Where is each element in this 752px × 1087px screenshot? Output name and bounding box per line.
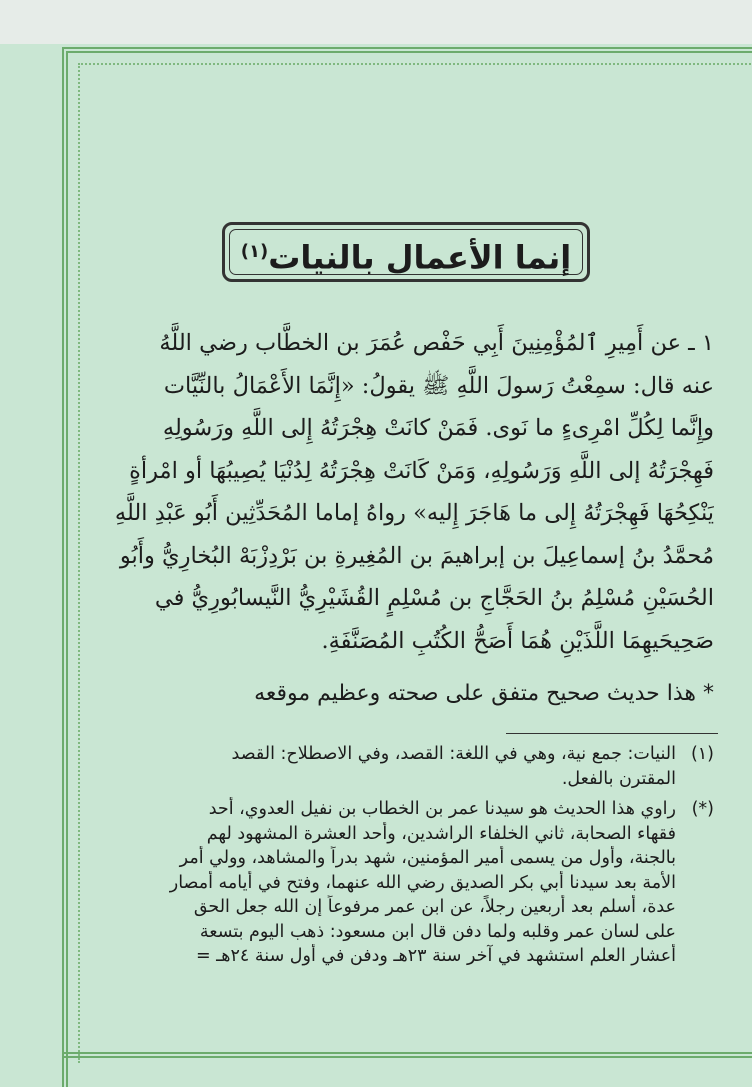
footnote-marker: (١) <box>690 744 714 764</box>
page-top-margin <box>0 0 752 44</box>
title-footnote-ref: (١) <box>240 241 269 262</box>
hadith-note: * هذا حديث صحيح متفق على صحته وعظيم موقعه <box>254 681 714 706</box>
footnote-line: الأمة بعد سيدنا أبي بكر الصديق رضي الله عنهما، وفتح في أيامه أمصار <box>169 872 676 893</box>
hadith-line: مُحمَّدُ بنُ إسماعِيلَ بن إبراهيمَ بن المُغِيرةِ بن بَرْدِزْبَهْ البُخارِيُّ وأَبُو <box>119 542 714 569</box>
hadith-line: عنه قال: سمِعْتُ رَسولَ اللَّهِ ﷺ يقولُ: «إِنَّمَا الأَعْمَالُ بالنِّيَّات <box>163 372 714 399</box>
hadith-line: ١ ـ عن أَمِيرِ ٱلمُؤْمِنِينَ أَبِي حَفْص عُمَرَ بن الخطَّاب رضي اللَّهُ <box>159 330 714 356</box>
hadith-line: فَهِجْرَتُهُ إلى اللَّهِ وَرَسُولِهِ، وَمَنْ كَانَتْ هِجْرَتُهُ لِدُنْيَا يُصِيبُهَا أو امْرأةٍ <box>129 457 714 484</box>
footnote-line: على لسان عمر وقلبه ولما دفن قال ابن مسعود: ذهب اليوم بتسعة <box>199 921 676 942</box>
footnote-divider <box>506 733 718 734</box>
hadith-line: صَحِيحَيهِمَا اللَّذَيْنِ هُمَا أَصَحُّ الكُتُبِ المُصَنَّفَةِ. <box>321 627 714 654</box>
footnote-1 <box>96 742 714 791</box>
hadith-text <box>96 322 714 662</box>
hadith-line: الحُسَيْنِ مُسْلِمُ بنُ الحَجَّاجِ بن مُسْلِمٍ القُشَيْرِيُّ النَّيسابُورِيُّ في <box>154 585 714 611</box>
footnote-line: بالجنة، وأول من يسمى أمير المؤمنين، شهد بدراً والمشاهد، وولي أمر <box>179 848 676 868</box>
footnote-line: أعشار العلم استشهد في آخر سنة ٢٣هـ ودفن في أول سنة ٢٤هـ = <box>195 946 676 966</box>
chapter-title <box>222 222 590 282</box>
footnote-line: المقترن بالفعل. <box>561 768 676 789</box>
hadith-line: وإِنَّما لِكُلِّ امْرِىءٍ ما نَوى. فَمَنْ كانَتْ هِجْرَتُهُ إِلى اللَّهِ ورَسُولِهِ <box>162 415 714 441</box>
footnotes <box>96 742 714 975</box>
hadith-line: يَنْكِحُهَا فَهِجْرَتُهُ إِلى ما هَاجَرَ إِليه» رواهُ إماما المُحَدِّثِين أَبُو عَبْدِ اللَّهِ <box>114 500 714 526</box>
footnote-line: فقهاء الصحابة، ثاني الخلفاء الراشدين، وأحد العشرة المشهود لهم <box>206 823 676 844</box>
footnote-marker: (*) <box>691 799 714 819</box>
footnote-line: عدة، أسلم بعد أربعين رجلاً، عن ابن عمر مرفوعاً إن الله جعل الحق <box>193 897 676 917</box>
chapter-title-text: إنما الأعمال بالنيات <box>268 238 572 277</box>
footnote-star <box>96 797 714 969</box>
decorative-border-bottom <box>62 1052 752 1058</box>
footnote-line: راوي هذا الحديث هو سيدنا عمر بن الخطاب بن نفيل العدوي، أحد <box>208 799 676 819</box>
footnote-line: النيات: جمع نية، وهي في اللغة: القصد، وفي الاصطلاح: القصد <box>231 744 676 764</box>
